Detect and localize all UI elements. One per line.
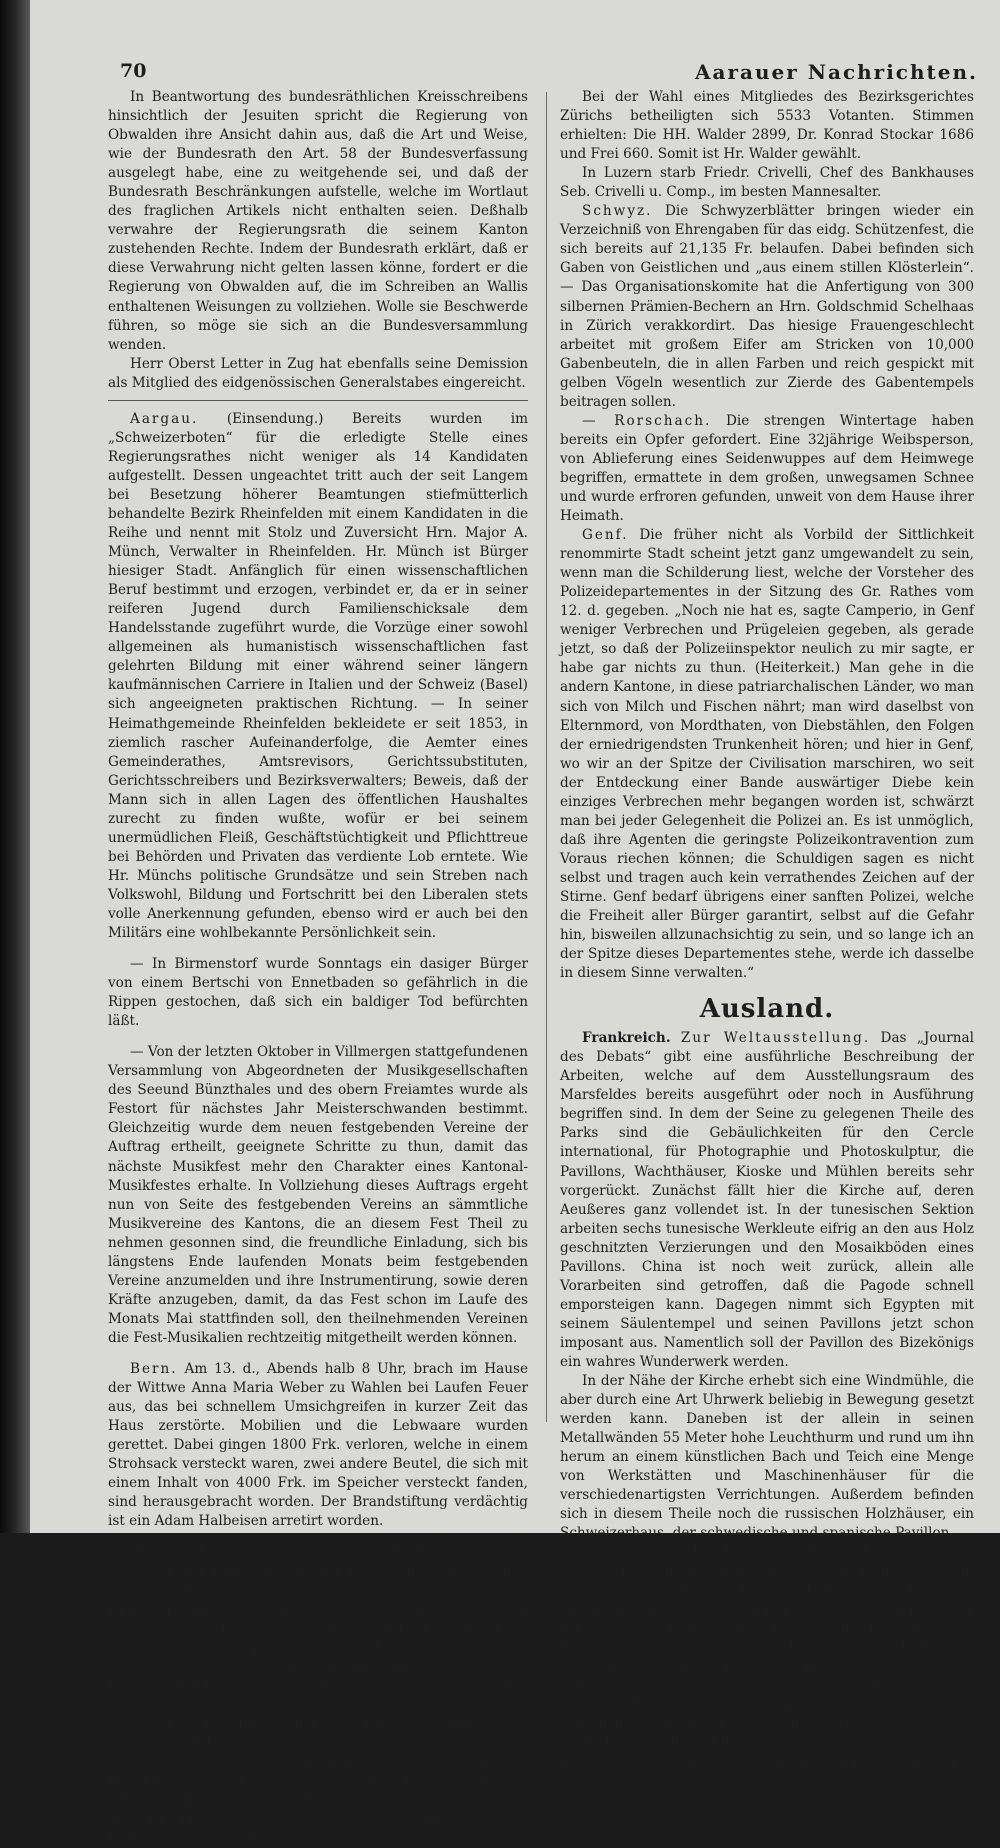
article-frankreich-text: Das „Journal des Debats“ gibt eine ausführliche Beschreibung der Arbeiten, welche auf dem Ausstellungsraum des Marsfeldes bereits ausgeführt oder noch in Ausführung begriffen sind. In dem der Seine zu gelegenen Theile des Parks sind die Gebäulichkeiten für den Cercle international, für Photographie und Photoskulptur, die Pavillons, Wachthäuser, Kioske und Mühlen bereits sehr vorgerückt. Zunächst fällt hier die Kirche auf, deren Aeußeres ganz vollendet ist. In der tunesischen Sektion arbeiten sechs tunesische Werkleute eifrig an den aus Holz geschnitzten Verzierungen und den Mosaikböden eines Pavillons. China ist noch weit zurück, allein alle Vorarbeiten sind getroffen, daß die Pagode schnell emporsteigen kann. Dagegen nimmt sich Egypten mit seinem Säulentempel und seinen Pavillons jetzt schon imposant aus. Namentlich soll der Pavillon des Bizekönigs ein wahres Wunderwerk werden. bbox=[560, 1030, 974, 1370]
book-binding-edge bbox=[0, 0, 30, 1533]
right-column bbox=[560, 88, 975, 1770]
page-number: 70 bbox=[120, 60, 147, 82]
article-schwyz bbox=[560, 202, 974, 412]
article-zuerich-wahl-dateline: — Zürich, 21. bbox=[130, 1753, 260, 1770]
article-zuerich-nordostbahn bbox=[108, 1543, 528, 1753]
article-windmuehle: In der Nähe der Kirche erhebt sich eine Windmühle, die aber durch eine Art Uhrwerk beliebig in Bewegung gesetzt werden kann. Daneben ist der allein in seinen Metallwänden 55 Meter hohe Leuchthurm und rund um ihn herum an einem künstlichen Bach und Teich eine Menge von Werkstätten und Maschinenhäuser für die verschiedenartigsten Verrichtungen. Außerdem befinden sich in diesem Theile noch die russischen Holzhäuser, ein Schweizerhaus, der schwedische und spanische Pavillon. bbox=[560, 1373, 974, 1542]
article-frankreich-dateline: Frankreich. bbox=[582, 1030, 671, 1047]
article-aargau-text: (Einsendung.) Bereits wurden im „Schweizerboten“ für die erledigte Stelle eines Regierungsrathes nicht weniger als 14 Kandidaten aufgestellt. Dessen ungeachtet tritt auch der seit Langem bei Besetzung höherer Beamtungen stiefmütterlich behandelte Bezirk Rheinfelden mit einem Kandidaten in die Reihe und nennt mit Stolz und Zuversicht Hrn. Major A. Münch, Verwalter in Rheinfelden. Hr. Münch ist Bürger hiesiger Stadt. Anfänglich für einen wissenschaftlichen Beruf bestimmt und erzogen, verbindet er, da er in seiner reiferen Jugend durch Familienschicksale dem Handelsstande zugeführt wurde, die Vorzüge einer sowohl allgemeinen als humanistisch wissenschaftlichen fast gelehrten Bildung mit einer während seiner längern kaufmännischen Carriere in Italien und der Schweiz (Basel) sich angeeigneten praktischen Richtung. — In seiner Heimathgemeinde Rheinfelden bekleidete er seit 1853, in ziemlich rascher Aufeinanderfolge, die Aemter eines Gemeinderathes, Amtsrevisors, Gerichtssubstituten, Gerichtsschreibers und Bezirksverwalters; Beweis, daß der Mann sich in allen Lagen des öffentlichen Haushaltes zurecht zu finden wußte, wofür er bei seinem unermüdlichen Fleiß, Geschäftstüchtigkeit und Pflichttreue bei Behörden und Privaten das verdiente Lob erntete. Wie Hr. Münchs politische Grundsätze und sein Streben nach Volkswohl, Bildung und Fortschritt bei den Liberalen stets volle Anerkennung gefunden, ebenso wird er auch bei den Militärs eine wohlbekannte Persönlichkeit sein. bbox=[108, 410, 528, 942]
article-musikfest: — Von der letzten Oktober in Villmergen stattgefundenen Versammlung von Abgeordneten der Musikgesellschaften des Seeund Bünzthales und des obern Freiamtes wurde als Festort für nächstes Jahr Meisterschwanden bestimmt. Gleichzeitig wurde dem neuen festgebenden Vereine der Auftrag ertheilt, geeignete Schritte zu thun, damit das nächste Musikfest mehr den Charakter eines Kantonal-Musikfestes erhalte. In Vollziehung dieses Auftrags ergeht nun von Seite des festgebenden Vereins an sämmtliche Musikvereine des Kantons, die an diesem Fest Theil zu nehmen gesonnen sind, die freundliche Einladung, sich bis längstens Ende laufenden Monats beim festgebenden Vereine anzumelden und ihre Instrumentirung, sowie deren Kräfte anzugeben, damit, da das Fest schon im Laufe des Monats Mai stattfinden soll, den theilnehmenden Vereinen die Fest-Musikalien rechtzeitig mitgetheilt werden können. bbox=[108, 1044, 528, 1346]
article-frankreich-subhead: Zur Weltausstellung. bbox=[680, 1030, 871, 1047]
article-schwyz-text: Die Schwyzerblätter bringen wieder ein Verzeichniß von Ehrengaben für das eidg. Schützenfest, die sich bereits auf 21,135 Fr. belaufen. Dabei befinden sich Gaben von Geistlichen und „aus einem stillen Klösterlein“. — Das Organisationskomite hat die Anfertigung von 300 silbernen Prämien-Bechern an Hrn. Goldschmid Schelhaas in Zürich verakkordirt. Das hiesige Frauengeschlecht arbeitet mit großem Eifer am Stricken von 10,000 Gabenbeuteln, die in allen Farben und reich gespickt mit gelben Vögeln wesentlich zur Zierde des Gabentempels beitragen sollen. bbox=[560, 203, 975, 410]
left-column bbox=[108, 88, 529, 1847]
article-belgischer-raum: Auf dem belgischen Raum, der Militärschule gegenüber, wird ein reservirter Garten angelegt. Ferner gibt es auch in dem Park einen kleinen Kristallpalast, ein Treibhaus, ein botanisches Diorama, einen Kolibripalast, einen Kiosk für Blumen und Bouquets, einen Kiosk für die Kaiserin, einen Pavillon für Orchester, einen besondern Teich für die Karpfen von Fontainebleau, ein Süßwasser- und Salzwasser-Aquarium, von denen letzteres 45 Meter lang und 15 Meter breit wird. Beide werden durch eine künstliche Steinbildung in Grotten verwandelt. bbox=[560, 1544, 974, 1732]
section-divider bbox=[108, 400, 528, 401]
newspaper-page bbox=[30, 0, 1000, 1847]
article-zuerich-text: Kürzlich drohte auf der Nordostbahn eine jener schrecklichen Katastrophen, vor deren Möglichkeit schon das Menschenherz schaudert. Zwei in entgegengesetzter Richtung fortlaufende Trains bewegten sich (bei Tage) auf den gleichen Schienen und waren bis auf 50 Schritte nahe daran, mitten im Wipkingertunnel auf einander zu stoßen. Glücklicherweise konnte der Zusammenprall in der letzten Minute durch Signale noch verhindert werden. Die Angestellten, deren Nachlässigkeit das verhängnißvolle Versehen zur Last fällt, sollen exemplarisch bestraft worden sein; so meldet der „Unabhängige“ an Uster. bbox=[108, 1544, 528, 1751]
article-genf-dateline: Genf. bbox=[582, 527, 629, 544]
article-aargau-dateline: Aargau. bbox=[130, 410, 199, 427]
page-header bbox=[120, 60, 1000, 90]
article-rorschach-text: Die strengen Wintertage haben bereits ein Opfer gefordert. Eine 32jährige Weibsperson, von Ablieferung eines Seidenwuppes auf dem Heimwege begriffen, ermattete in dem großen, unwegsamen Schnee und wurde erfroren gefunden, unweit von dem Hause ihrer Heimath. bbox=[560, 412, 974, 525]
article-genf bbox=[560, 526, 974, 983]
article-bern bbox=[108, 1360, 528, 1531]
article-birmenstorf: — In Birmenstorf wurde Sonntags ein dasiger Bürger von einem Bertschi von Ennetbaden so gefährlich in die Rippen gestochen, daß sich ein baldiger Tod befürchten läßt. bbox=[108, 956, 528, 1030]
article-zuerich-wahl-text: Die gestrige Nationalrathswahl hat folgendes Resultat ergeben: Votanten 12,018. Stimmen erhielten: Hr. Stehli 5040, Hr. Schmid von Gattikon 4199 und Hr. Prof. v. Wyß 2405. Somit ist Hr. Stehli als Nationalrath gewählt. bbox=[108, 1753, 528, 1847]
article-bezirksgericht-wahl: Bei der Wahl eines Mitgliedes des Bezirksgerichtes Zürichs betheiligten sich 5533 Votanten. Stimmen erhielten: Die HH. Walder 2899, Dr. Konrad Stockar 1686 und Frei 660. Somit ist Hr. Walder gewählt. bbox=[560, 89, 974, 163]
article-frankreich bbox=[560, 1029, 974, 1372]
section-heading-ausland: Ausland. bbox=[699, 994, 835, 1025]
article-jesuiten-obwalden: In Beantwortung des bundesräthlichen Kreisschreibens hinsichtlich der Jesuiten spricht die Regierung von Obwalden ihre Ansicht dahin aus, daß die Art und Weise, wie der Bundesrath den Art. 58 der Bundesverfassung ausgelegt habe, eine zu weitgehende sei, und daß der Bundesrath Beschränkungen aufstelle, welche im Wortlaut des fraglichen Artikels nicht enthalten seien. Deßhalb verwahre der Regierungsrath die seinem Kanton zustehenden Rechte. Indem der Bundesrath erklärt, daß er diese Verwahrung nicht gelten lassen könne, fordert er die Regierung von Obwalden auf, die im Schreiben an Wallis enthaltenen Weisungen zu vollziehen. Wolle sie Beschwerde führen, so möge sie sich an die Bundesversammlung wenden. bbox=[108, 89, 528, 353]
article-rorschach bbox=[560, 412, 974, 526]
article-luzern: In Luzern starb Friedr. Crivelli, Chef des Bankhauses Seb. Crivelli u. Comp., im besten Mannesalter. bbox=[560, 165, 974, 201]
article-aargau bbox=[108, 410, 528, 943]
article-zuerich-dateline: Zürich. bbox=[130, 1544, 194, 1561]
article-maschinentransept: Im Innern selbst ist das große Maschinentransept fertig. In dessen Mitte läuft eine 3 Meter hohe Gallerie durch, auf bbox=[560, 1734, 974, 1770]
article-genf-text: Die früher nicht als Vorbild der Sittlichkeit renommirte Stadt scheint jetzt ganz umgewandelt zu sein, wenn man die Schilderung liest, welche der Vorsteher des Polizeidepartementes in der Sitzung des Gr. Rathes vom 12. d. gegeben. „Noch nie hat es, sagte Camperio, in Genf weniger Verbrechen und Prügeleien gegeben, als gerade jetzt, so daß der Polizeiinspektor neulich zu mir sagte, er habe gar nichts zu thun. (Heiterkeit.) Man gehe in die andern Kantone, in diese patriarchalischen Länder, wo man sich von Milch und Fischen nährt; man wird daselbst von Elternmord, von Mordthaten, von Diebstählen, den Folgen der erniedrigendsten Trunkenheit hören; und hier in Genf, wo wir an der Spitze der Civilisation marschiren, wo seit der Entdeckung einer Bande auswärtiger Diebe kein einziges Verbrechen mehr begangen worden ist, schwärzt man bei jeder Gelegenheit die Polizei an. Es ist unmöglich, daß ihre Agenten die geringste Polizeikontravention zum Voraus riechen können; die Schuldigen sagen es nicht selbst und tragen auch kein verrathendes Zeichen auf der Stirne. Genf bedarf übrigens einer sanften Polizei, welche die Freiheit aller Bürger garantirt, selbst auf die Gefahr hin, bisweilen allzunachsichtig zu sein, und so lange ich an der Spitze dieses Departementes stehe, werde ich dasselbe in diesem Sinne verwalten.“ bbox=[560, 527, 974, 982]
article-rorschach-dateline: — Rorschach. bbox=[582, 412, 712, 429]
article-schwyz-dateline: Schwyz. bbox=[582, 203, 653, 220]
column-rule bbox=[546, 92, 547, 1422]
article-oberst-letter: Herr Oberst Letter in Zug hat ebenfalls seine Demission als Mitglied des eidgenössischen Generalstabes eingereicht. bbox=[108, 355, 528, 391]
article-bern-text: Am 13. d., Abends halb 8 Uhr, brach im Hause der Wittwe Anna Maria Weber zu Wahlen bei Laufen Feuer aus, das bei schnellem Umsichgreifen in kurzer Zeit das Haus zerstörte. Mobilien und die Lebwaare wurden gerettet. Dabei gingen 1800 Frk. verloren, welche in einem Strohsack versteckt waren, zwei andere Beutel, die sich mit einem Inhalt von 4000 Frk. im Speicher versteckt fanden, sind herausgebracht worden. Der Brandstiftung verdächtig ist ein Adam Halbeisen arretirt worden. bbox=[108, 1361, 529, 1530]
article-zuerich-wahl bbox=[108, 1753, 528, 1848]
masthead-title: Aarauer Nachrichten. bbox=[694, 60, 978, 84]
article-bern-dateline: Bern. bbox=[130, 1361, 178, 1377]
